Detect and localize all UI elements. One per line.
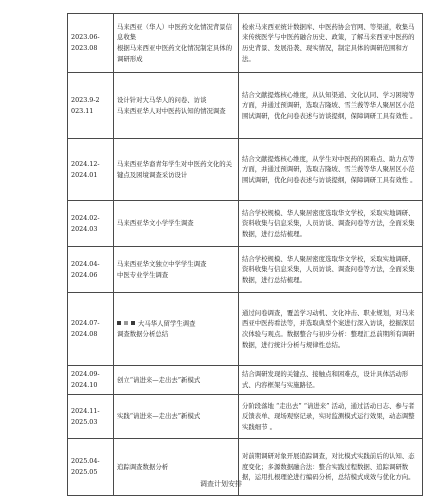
schedule-table (67, 13, 423, 496)
table-row (68, 14, 423, 73)
content-cell: 马来西亚华裔青年学生对中医药文化的关键点及困境调查采访设计 (114, 139, 239, 201)
table-row (68, 201, 423, 247)
content-cell: 追踪调查数据分析 (114, 439, 239, 496)
method-cell: 结合调研发现的关键点、接触点和困难点，设计具体活动形式、内容框架与实施路径。 (239, 366, 423, 395)
redaction-block (117, 321, 121, 325)
time-cell: 2025.04- 2025.05 (68, 439, 114, 496)
table-row (68, 73, 423, 139)
method-cell: 结合学校规模、华人聚居密度选取华文学校，采取实地调研、资料收集与信息采集，人员访谈、调查问卷等方法，全面采集数据，进行总结梳理。 (239, 247, 423, 293)
content-cell: 马来西亚华文小学学生调查 (114, 201, 239, 247)
table-row (68, 366, 423, 395)
time-cell: 2024.07- 2024.08 (68, 293, 114, 366)
time-cell: 2024.02- 2024.03 (68, 201, 114, 247)
content-cell: 创立“请进来—走出去”新模式 (114, 366, 239, 395)
method-cell: 对前期调研对象开展追踪调查，对比模式实践前后的认知、态度变化；多源数据融合法：整合实践过程数据、追踪调研数据，运用扎根理论进行编码分析，总结模式成效与优化方向。 (239, 439, 423, 496)
method-cell: 结合学校规模、华人聚居密度选取华文学校，采取实地调研、资料收集与信息采集，人员访谈、调查问卷等方法，全面采集数据，进行总结梳理。 (239, 201, 423, 247)
redaction-block (124, 321, 128, 325)
time-cell: 2023.9-2 023.11 (68, 73, 114, 139)
table-row (68, 395, 423, 439)
content-text: 大马华人留学生调查 调查数据分析总结 (117, 319, 196, 339)
time-cell: 2024.11- 2025.03 (68, 395, 114, 439)
redaction-block (131, 321, 135, 325)
content-cell (114, 293, 239, 366)
redaction-mark (117, 318, 138, 329)
table-row (68, 247, 423, 293)
table-row (68, 293, 423, 366)
method-cell: 结合文献提炼核心维度，从学生对中医药的困难点、助力点等方面，并通过预调研，选取吉隆坡、雪兰莪等华人聚居区小范围试调研，优化问卷表述与访谈提纲，保障调研工具有效性 。 (239, 139, 423, 201)
content-cell: 马来西亚（华人）中医药文化情况背景信息收集 根据马来西亚中医药文化情况制定具体的调研形成 (114, 14, 239, 73)
time-cell: 2024.09- 2024.10 (68, 366, 114, 395)
time-cell: 2024.04- 2024.06 (68, 247, 114, 293)
method-cell: 结合文献提炼核心维度，从认知渠道、文化认同、学习困境等方面，并通过预调研，选取吉隆坡、雪兰莪等华人聚居区小范围试调研，优化问卷表述与访谈提纲，保障调研工具有效性 。 (239, 73, 423, 139)
table-caption: 调查计划安排 (200, 480, 242, 488)
content-cell: 实践“请进来—走出去”新模式 (114, 395, 239, 439)
time-cell: 2023.06- 2023.08 (68, 14, 114, 73)
time-cell: 2024.12- 2024.01 (68, 139, 114, 201)
method-cell: 检索马来西亚统计数据库、中医药协会官网、等渠道，收集马来传统医学与中医药融合历史、政策，了解马来西亚中医药的历史背景、发展沿袭、现实情况，制定具体的调研范围和方法。 (239, 14, 423, 73)
table-row (68, 139, 423, 201)
content-cell: 设计针对大马华人的问卷、访谈 马来西亚华人对中医药认知的情况调查 (114, 73, 239, 139)
method-cell: 通过问卷调查，覆盖学习动机、文化冲击、职业规划，对马来西亚中医药看法等，并选取典型个案进行深入访谈，挖掘深层次体验与观点。数据整合与初步分析：整理汇总前期所有调研数据，进行统计分析与规律性总结。 (239, 293, 423, 366)
content-cell: 马来西亚华文独立中学学生调查 中医专业学生调查 (114, 247, 239, 293)
method-cell: 分阶段落地 “走出去” “请进来” 活动，通过活动日志、参与者反馈表单、现场观察记录，实时监测模式运行效果，动态调整实践细节 。 (239, 395, 423, 439)
